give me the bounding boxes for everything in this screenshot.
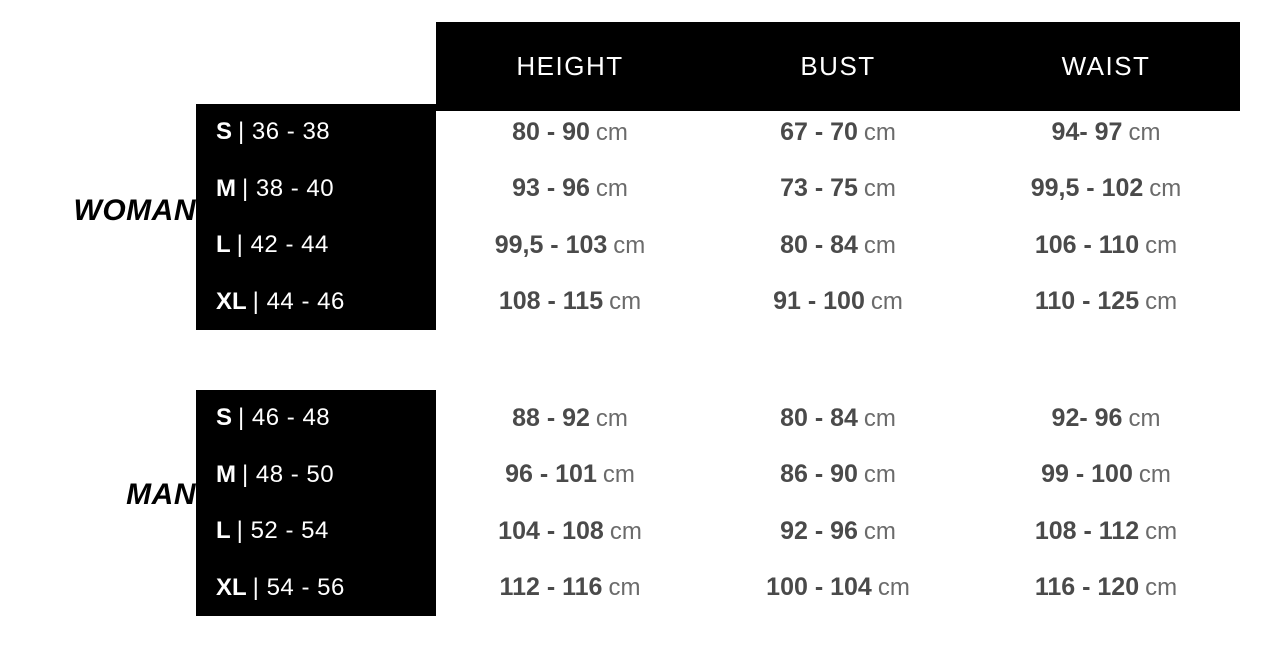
unit: cm [595, 118, 628, 146]
value: 108 - 115 [498, 287, 604, 316]
unit: cm [1128, 404, 1161, 432]
size-letter: S [216, 404, 233, 432]
unit: cm [613, 231, 646, 259]
size-letter: M [216, 174, 236, 202]
table-row [436, 390, 1240, 447]
table-row [436, 274, 1240, 331]
cell-bust [704, 287, 972, 316]
table-row [196, 274, 436, 331]
table-row [196, 390, 436, 447]
size-range: | 44 - 46 [252, 287, 345, 315]
size-letter: XL [216, 573, 247, 601]
size-letter: S [216, 118, 233, 146]
table-row [196, 447, 436, 504]
value: 92 - 96 [780, 516, 858, 545]
size-range: | 42 - 44 [236, 231, 329, 259]
value: 93 - 96 [512, 174, 590, 203]
cell-bust [704, 517, 972, 546]
table-row [196, 217, 436, 274]
unit: cm [602, 461, 635, 489]
cell-bust [704, 404, 972, 433]
value: 116 - 120 [1034, 573, 1140, 602]
cell-waist [972, 231, 1240, 260]
cell-waist [972, 460, 1240, 489]
cell-waist [972, 287, 1240, 316]
cell-height [436, 404, 704, 433]
size-column-man [196, 390, 436, 616]
table-row [436, 503, 1240, 560]
unit: cm [863, 517, 896, 545]
table-row [436, 104, 1240, 161]
value: 99 - 100 [1041, 460, 1133, 489]
column-header-height: HEIGHT [516, 51, 624, 81]
cell-waist [972, 404, 1240, 433]
table-row [196, 104, 436, 161]
unit: cm [609, 288, 642, 316]
size-letter: M [216, 460, 236, 488]
table-row [436, 560, 1240, 617]
unit: cm [609, 517, 642, 545]
unit: cm [870, 288, 903, 316]
value: 99,5 - 103 [494, 230, 608, 259]
cell-waist [972, 118, 1240, 147]
cell-bust [704, 174, 972, 203]
unit: cm [863, 118, 896, 146]
size-letter: L [216, 517, 231, 545]
size-range: | 46 - 48 [238, 404, 331, 432]
unit: cm [595, 175, 628, 203]
size-range: | 54 - 56 [252, 573, 345, 601]
cell-bust [704, 460, 972, 489]
cell-bust [704, 231, 972, 260]
unit: cm [877, 574, 910, 602]
table-row [196, 560, 436, 617]
table-row [436, 447, 1240, 504]
cell-waist [972, 573, 1240, 602]
value: 92- 96 [1051, 403, 1123, 432]
unit: cm [863, 404, 896, 432]
table-row [436, 161, 1240, 218]
value: 94- 97 [1051, 117, 1123, 146]
value: 106 - 110 [1034, 230, 1140, 259]
cell-height [436, 231, 704, 260]
value: 86 - 90 [780, 460, 858, 489]
size-range: | 52 - 54 [236, 517, 329, 545]
unit: cm [608, 574, 641, 602]
value: 99,5 - 102 [1030, 174, 1144, 203]
table-header [436, 22, 1240, 111]
group-label-man: MAN [126, 478, 196, 511]
unit: cm [1149, 175, 1182, 203]
size-range: | 36 - 38 [238, 118, 331, 146]
unit: cm [863, 175, 896, 203]
size-column-woman [196, 104, 436, 330]
unit: cm [1145, 231, 1178, 259]
table-row [196, 161, 436, 218]
cell-waist [972, 174, 1240, 203]
value: 67 - 70 [780, 117, 858, 146]
cell-bust [704, 573, 972, 602]
table-row [196, 503, 436, 560]
unit: cm [595, 404, 628, 432]
measure-table-woman [436, 104, 1240, 330]
cell-bust [704, 118, 972, 147]
value: 96 - 101 [505, 460, 597, 489]
value: 110 - 125 [1034, 287, 1140, 316]
size-range: | 38 - 40 [242, 174, 335, 202]
cell-height [436, 573, 704, 602]
value: 73 - 75 [780, 174, 858, 203]
value: 80 - 84 [780, 403, 858, 432]
cell-height [436, 287, 704, 316]
cell-waist [972, 517, 1240, 546]
value: 100 - 104 [766, 573, 872, 602]
value: 108 - 112 [1034, 516, 1140, 545]
value: 112 - 116 [499, 573, 603, 602]
column-header-waist: WAIST [1061, 51, 1151, 81]
unit: cm [1138, 461, 1171, 489]
size-letter: XL [216, 287, 247, 315]
unit: cm [1145, 288, 1178, 316]
value: 88 - 92 [512, 403, 590, 432]
cell-height [436, 517, 704, 546]
cell-height [436, 118, 704, 147]
value: 80 - 84 [780, 230, 858, 259]
unit: cm [1128, 118, 1161, 146]
cell-height [436, 174, 704, 203]
value: 91 - 100 [773, 287, 865, 316]
unit: cm [1145, 574, 1178, 602]
measure-table-man [436, 390, 1240, 616]
unit: cm [1145, 517, 1178, 545]
value: 80 - 90 [512, 117, 590, 146]
column-header-bust: BUST [800, 51, 876, 81]
group-label-woman: WOMAN [73, 194, 196, 227]
cell-height [436, 460, 704, 489]
unit: cm [863, 461, 896, 489]
value: 104 - 108 [498, 516, 604, 545]
size-letter: L [216, 231, 231, 259]
table-row [436, 217, 1240, 274]
unit: cm [863, 231, 896, 259]
size-range: | 48 - 50 [242, 460, 335, 488]
